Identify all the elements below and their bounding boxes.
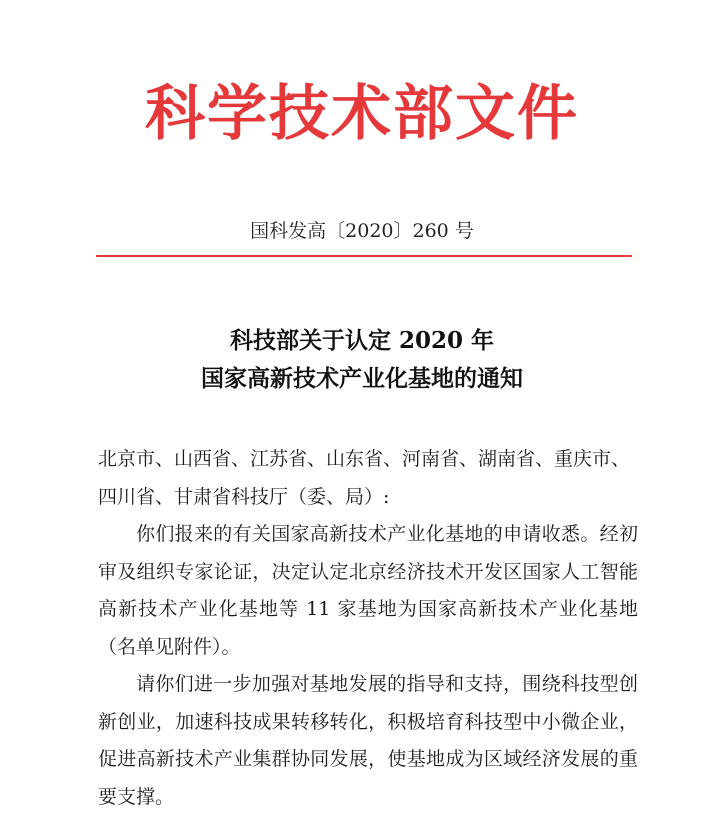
body-paragraph-2: 请你们进一步加强对基地发展的指导和支持，围绕科技型创新创业，加速科技成果转移转化，积极培育科技型中小微企业，促进高新技术产业集群协同发展，使基地成为区域经济发展的重要支撑。 — [98, 673, 638, 808]
issuer-masthead: 科学技术部文件 — [145, 79, 579, 149]
body-paragraph-1: 你们报来的有关国家高新技术产业化基地的申请收悉。经初审及组织专家论证，决定认定北京经济技术开发区国家人工智能高新技术产业化基地等 11 家基地为国家高新技术产业化基地（名单见附件）。 — [98, 523, 638, 658]
document-number: 国科发高〔2020〕260 号 — [250, 220, 474, 242]
notice-body — [98, 441, 638, 816]
salutation: 北京市、山西省、江苏省、山东省、河南省、湖南省、重庆市、四川省、甘肃省科技厅（委、局）: — [98, 448, 631, 508]
notice-title-line-1: 科技部关于认定 2020 年 — [229, 327, 495, 354]
red-divider-line — [96, 255, 632, 257]
notice-title-line-2: 国家高新技术产业化基地的通知 — [201, 365, 523, 392]
notice-title — [0, 322, 724, 398]
